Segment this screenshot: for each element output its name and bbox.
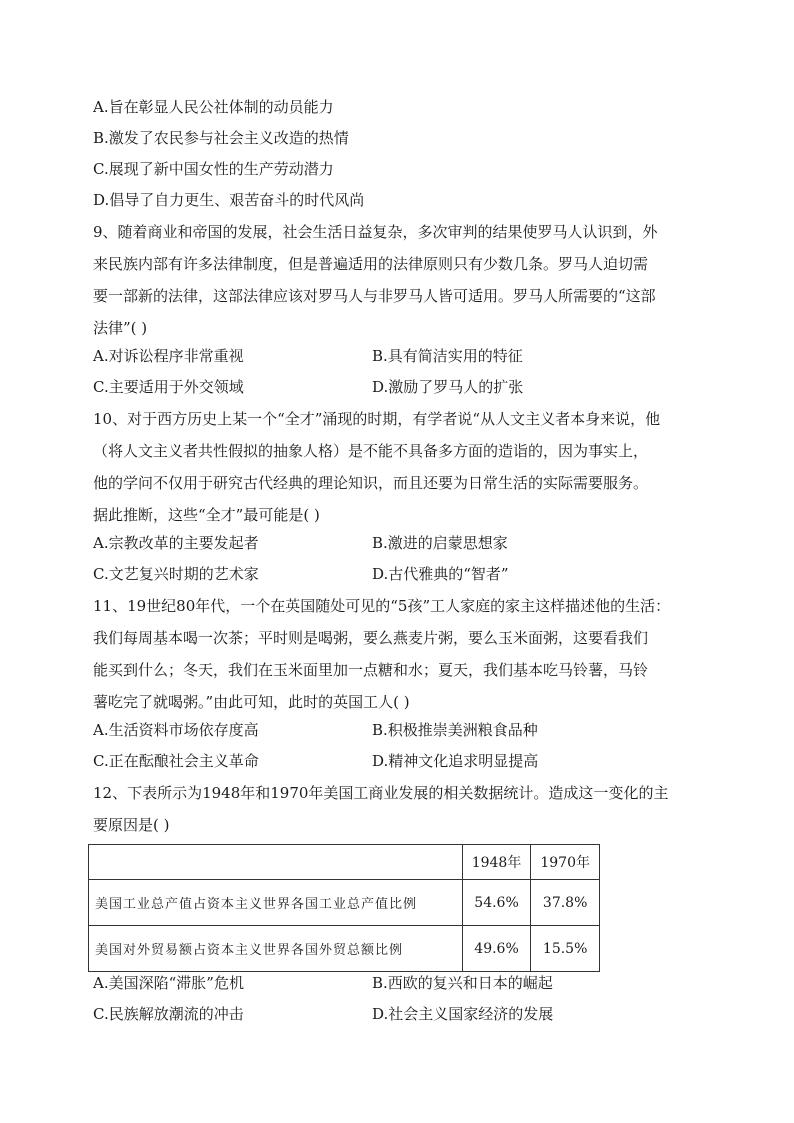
table-header-row <box>89 845 600 880</box>
q12-option-c: C.民族解放潮流的冲击 <box>93 1005 244 1023</box>
q9-option-d: D.激励了罗马人的扩张 <box>372 378 524 396</box>
table-header-cell <box>89 845 463 880</box>
q9-stem-line: 9、随着商业和帝国的发展，社会生活日益复杂，多次审判的结果使罗马人认识到，外 <box>93 223 658 241</box>
q11-option-a: A.生活资料市场依存度高 <box>93 721 259 739</box>
q9-stem <box>93 216 705 344</box>
q9-stem-line: 法律”( ) <box>93 319 148 337</box>
table-cell-label: 美国工业总产值占资本主义世界各国工业总产值比例 <box>89 880 463 926</box>
q11-option-c: C.正在酝酿社会主义革命 <box>93 752 259 770</box>
q12-option-a: A.美国深陷“滞胀”危机 <box>93 974 244 992</box>
table-cell-value: 15.5% <box>531 926 600 972</box>
table-cell-value: 54.6% <box>462 880 531 926</box>
q11-stem-line: 薯吃完了就喝粥。”由此可知，此时的英国工人( ) <box>93 693 410 711</box>
q11-stem-line: 我们每周基本喝一次茶；平时则是喝粥，要么燕麦片粥，要么玉米面粥，这要看我们 <box>93 629 649 647</box>
q10-stem-line: 他的学问不仅用于研究古代经典的理论知识，而且还要为日常生活的实际需要服务。 <box>93 474 649 492</box>
q8-option-d: D.倡导了自力更生、艰苦奋斗的时代风尚 <box>93 191 365 209</box>
table-header-cell: 1948年 <box>462 845 531 880</box>
table-row <box>89 880 600 926</box>
q11-stem <box>93 590 705 718</box>
q12-option-b: B.西欧的复兴和日本的崛起 <box>372 974 553 992</box>
q10-option-b: B.激进的启蒙思想家 <box>372 534 508 552</box>
q11-option-d: D.精神文化追求明显提高 <box>372 752 539 770</box>
q10-stem <box>93 403 705 531</box>
q9-option-c: C.主要适用于外交领域 <box>93 378 244 396</box>
q12-stem-line: 要原因是( ) <box>93 816 170 834</box>
q8-option-a: A.旨在彰显人民公社体制的动员能力 <box>93 98 334 116</box>
q9-stem-line: 要一部新的法律，这部法律应该对罗马人与非罗马人皆可适用。罗马人所需要的“这部 <box>93 287 656 305</box>
q11-stem-line: 11、19世纪80年代，一个在英国随处可见的“5孩”工人家庭的家主这样描述他的生活： <box>93 597 671 615</box>
q10-stem-line: 据此推断，这些“全才”最可能是( ) <box>93 506 320 524</box>
q12-data-table <box>88 844 600 972</box>
q10-option-c: C.文艺复兴时期的艺术家 <box>93 565 259 583</box>
q10-option-d: D.古代雅典的“智者” <box>372 565 509 583</box>
table-cell-value: 37.8% <box>531 880 600 926</box>
table-cell-label: 美国对外贸易额占资本主义世界各国外贸总额比例 <box>89 926 463 972</box>
q9-option-b: B.具有简洁实用的特征 <box>372 347 523 365</box>
table-cell-value: 49.6% <box>462 926 531 972</box>
q11-option-b: B.积极推崇美洲粮食品种 <box>372 721 538 739</box>
q10-stem-line: （将人文主义者共性假拟的抽象人格）是不能不具备多方面的造诣的，因为事实上， <box>93 442 649 460</box>
q12-option-d: D.社会主义国家经济的发展 <box>372 1005 554 1023</box>
q8-option-c: C.展现了新中国女性的生产劳动潜力 <box>93 160 334 178</box>
q9-stem-line: 来民族内部有许多法律制度，但是普遍适用的法律原则只有少数几条。罗马人迫切需 <box>93 255 649 273</box>
table-header-cell: 1970年 <box>531 845 600 880</box>
q12-stem-line: 12、下表所示为1948年和1970年美国工商业发展的相关数据统计。造成这一变化的主 <box>93 784 669 802</box>
q9-option-a: A.对诉讼程序非常重视 <box>93 347 244 365</box>
q11-stem-line: 能买到什么；冬天，我们在玉米面里加一点糖和水；夏天，我们基本吃马铃薯，马铃 <box>93 661 649 679</box>
q8-option-b: B.激发了农民参与社会主义改造的热情 <box>93 129 349 147</box>
table-row <box>89 926 600 972</box>
q10-option-a: A.宗教改革的主要发起者 <box>93 534 259 552</box>
q10-stem-line: 10、对于西方历史上某一个“全才”涌现的时期，有学者说“从人文主义者本身来说，他 <box>93 410 661 428</box>
q12-stem <box>93 777 705 841</box>
